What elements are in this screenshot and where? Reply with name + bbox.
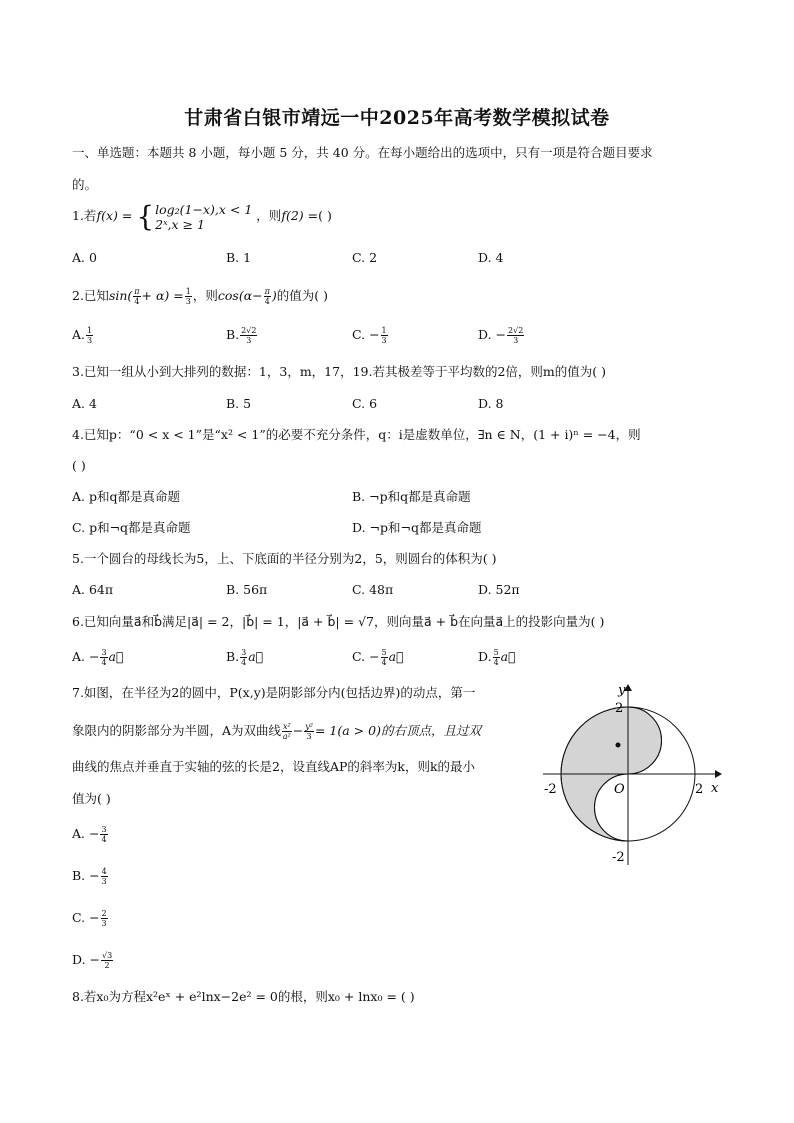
question-4-paren: ( )	[72, 458, 86, 473]
question-4: 4.已知p：“0 < x < 1”是“x² < 1”的必要不充分条件，q：i是虚数单位，∃n ∈ N，(1 + i)ⁿ = −4，则	[72, 427, 641, 442]
den: 4	[101, 658, 107, 667]
num: 2√2	[241, 326, 257, 335]
fraction	[240, 326, 257, 345]
q5-option-c: C. 48π	[352, 582, 394, 597]
num: 3	[241, 648, 247, 657]
fraction	[493, 648, 500, 667]
den: 3	[381, 336, 387, 345]
label: C. −	[352, 649, 380, 664]
q7-text: 象限内的阴影部分为半圆，A为双曲线	[72, 723, 282, 738]
num: 1	[381, 326, 387, 335]
q2-mid: ，则	[192, 288, 218, 303]
q1-paren: ( )	[318, 208, 332, 223]
q2-option-d	[478, 326, 525, 345]
label: B.	[226, 327, 240, 342]
label: D.	[478, 649, 492, 664]
q1-suffix: ，则	[256, 208, 282, 223]
section-heading: 一、单选题：本题共 8 小题，每小题 5 分，共 40 分。在每小题给出的选项中，只有一项是符合题目要求	[72, 145, 653, 160]
q5-option-d: D. 52π	[478, 582, 520, 597]
q5-option-b: B. 56π	[226, 582, 268, 597]
label: B.	[226, 649, 240, 664]
minus: −	[292, 723, 304, 738]
q1-f2: f(2) =	[281, 208, 319, 223]
fraction	[101, 909, 108, 928]
q2-option-c	[352, 326, 389, 345]
question-3: 3.已知一组从小到大排列的数据：1，3，m，17，19.若其极差等于平均数的2倍，则m的值为( )	[72, 364, 607, 379]
q6-option-b	[226, 648, 263, 667]
den: 3	[101, 919, 107, 928]
point-dot	[616, 743, 621, 748]
tick-y-pos: 2	[615, 701, 624, 716]
fraction	[264, 287, 271, 306]
num: x²	[283, 722, 291, 731]
q7-option-a	[72, 825, 109, 844]
num: 1	[185, 287, 191, 296]
num: 4	[101, 867, 107, 876]
q2-expr: + α) =	[141, 288, 184, 303]
label: A. −	[72, 649, 100, 664]
den: 3	[185, 297, 191, 306]
q3-option-a: A. 4	[72, 396, 97, 411]
q1-option-a: A. 0	[72, 250, 97, 265]
q1-prefix: 1.若	[72, 208, 97, 223]
q4-option-a: A. p和q都是真命题	[72, 489, 180, 504]
x-axis-label: x	[711, 781, 719, 796]
q7-text2: = 1(a > 0)的右顶点，且过双	[314, 723, 481, 738]
num: 5	[493, 648, 499, 657]
den: a²	[282, 732, 291, 741]
den: 4	[241, 658, 247, 667]
q2-prefix: 2.已知	[72, 288, 109, 303]
tick-x-pos: 2	[695, 782, 704, 797]
fraction	[101, 867, 108, 886]
q2-option-a	[72, 326, 94, 345]
fraction	[304, 722, 314, 741]
q2-suffix: 的值为( )	[276, 288, 328, 303]
q6-option-a	[72, 648, 124, 667]
question-7-line4: 值为( )	[72, 791, 111, 806]
num: 3	[101, 648, 107, 657]
den: 3	[246, 336, 252, 345]
fraction	[282, 722, 292, 741]
q2-sin: sin(	[108, 288, 133, 303]
num: 2	[101, 909, 107, 918]
q7-option-d	[72, 951, 114, 970]
den: 2	[104, 961, 110, 970]
q3-option-d: D. 8	[478, 396, 504, 411]
fraction	[100, 825, 107, 844]
den: 4	[493, 658, 499, 667]
label: A. −	[72, 826, 100, 841]
label: C. −	[352, 327, 380, 342]
y-axis-label: y	[618, 683, 626, 698]
q5-option-a: A. 64π	[72, 582, 114, 597]
q4-option-d: D. ¬p和¬q都是真命题	[352, 520, 482, 535]
den: 3	[87, 336, 93, 345]
den: 4	[264, 297, 270, 306]
piecewise-brace: {	[136, 199, 155, 233]
q3-option-c: C. 6	[352, 396, 378, 411]
vec-a: a⃗	[108, 649, 124, 664]
q2-close: )	[271, 288, 277, 303]
den: 3	[306, 732, 312, 741]
den: 3	[101, 877, 107, 886]
question-7-line3: 曲线的焦点并垂直于实轴的弦的长是2，设直线AP的斜率为k，则k的最小	[72, 759, 476, 774]
vec-a: a⃗	[500, 649, 516, 664]
piecewise-cases	[155, 202, 252, 232]
fraction	[101, 951, 113, 970]
den: 4	[381, 658, 387, 667]
fraction	[507, 326, 524, 345]
question-5: 5.一个圆台的母线长为5，上、下底面的半径分别为2，5，则圆台的体积为( )	[72, 551, 497, 566]
q3-option-b: B. 5	[226, 396, 252, 411]
q1-case2: 2ˣ,x ≥ 1	[155, 216, 205, 232]
num: 2√2	[508, 326, 524, 335]
tick-y-neg: -2	[612, 850, 625, 865]
fraction	[86, 326, 93, 345]
den: 3	[513, 336, 519, 345]
fraction	[185, 287, 192, 306]
section-heading-cont: 的。	[72, 177, 98, 192]
q7-option-c	[72, 909, 109, 928]
fraction	[240, 648, 247, 667]
label: C. −	[72, 910, 100, 925]
page-title: 甘肃省白银市靖远一中2025年高考数学模拟试卷	[184, 107, 610, 129]
num: √3	[102, 951, 113, 960]
question-8: 8.若x₀为方程x²eˣ + e²lnx−2e² = 0的根，则x₀ + lnx₀ = ( )	[72, 989, 415, 1004]
q1-fx: f(x) =	[96, 208, 133, 223]
num: 5	[381, 648, 387, 657]
question-7-line2	[72, 718, 481, 744]
num: π	[134, 287, 140, 296]
num: 1	[87, 326, 93, 335]
question-2	[72, 284, 328, 308]
q7-option-b	[72, 867, 109, 886]
q2-cos: cos(α−	[217, 288, 263, 303]
label: A.	[72, 327, 86, 342]
num: 3	[101, 825, 107, 834]
q6-option-d	[478, 648, 516, 667]
yin-yang-figure	[538, 680, 728, 870]
num: y²	[305, 722, 313, 731]
question-7-line1: 7.如图，在半径为2的圆中，P(x,y)是阴影部分内(包括边界)的动点，第一	[72, 685, 476, 700]
den: 4	[134, 297, 140, 306]
q4-option-c: C. p和¬q都是真命题	[72, 520, 191, 535]
vec-a: a⃗	[388, 649, 404, 664]
tick-x-neg: -2	[544, 782, 557, 797]
q1-option-c: C. 2	[352, 250, 378, 265]
den: 4	[101, 835, 107, 844]
question-6: 6.已知向量a⃗和b⃗满足|a⃗| = 2，|b⃗| = 1，|a⃗ + b⃗| = √7，则向量a⃗ + b⃗在向量a⃗上的投影向量为( )	[72, 614, 605, 629]
fraction	[381, 648, 388, 667]
q2-option-b	[226, 326, 258, 345]
fraction	[381, 326, 388, 345]
label: D. −	[478, 327, 506, 342]
question-1	[72, 201, 332, 232]
vec-a: a⃗	[248, 649, 264, 664]
origin-label: O	[614, 782, 625, 797]
q1-option-d: D. 4	[478, 250, 504, 265]
num: π	[264, 287, 270, 296]
q4-option-b: B. ¬p和q都是真命题	[352, 489, 471, 504]
q1-case1: log₂(1−x),x < 1	[155, 201, 253, 217]
fraction	[133, 287, 140, 306]
fraction	[100, 648, 107, 667]
q1-option-b: B. 1	[226, 250, 252, 265]
q6-option-c	[352, 648, 404, 667]
label: B. −	[72, 868, 100, 883]
label: D. −	[72, 952, 100, 967]
